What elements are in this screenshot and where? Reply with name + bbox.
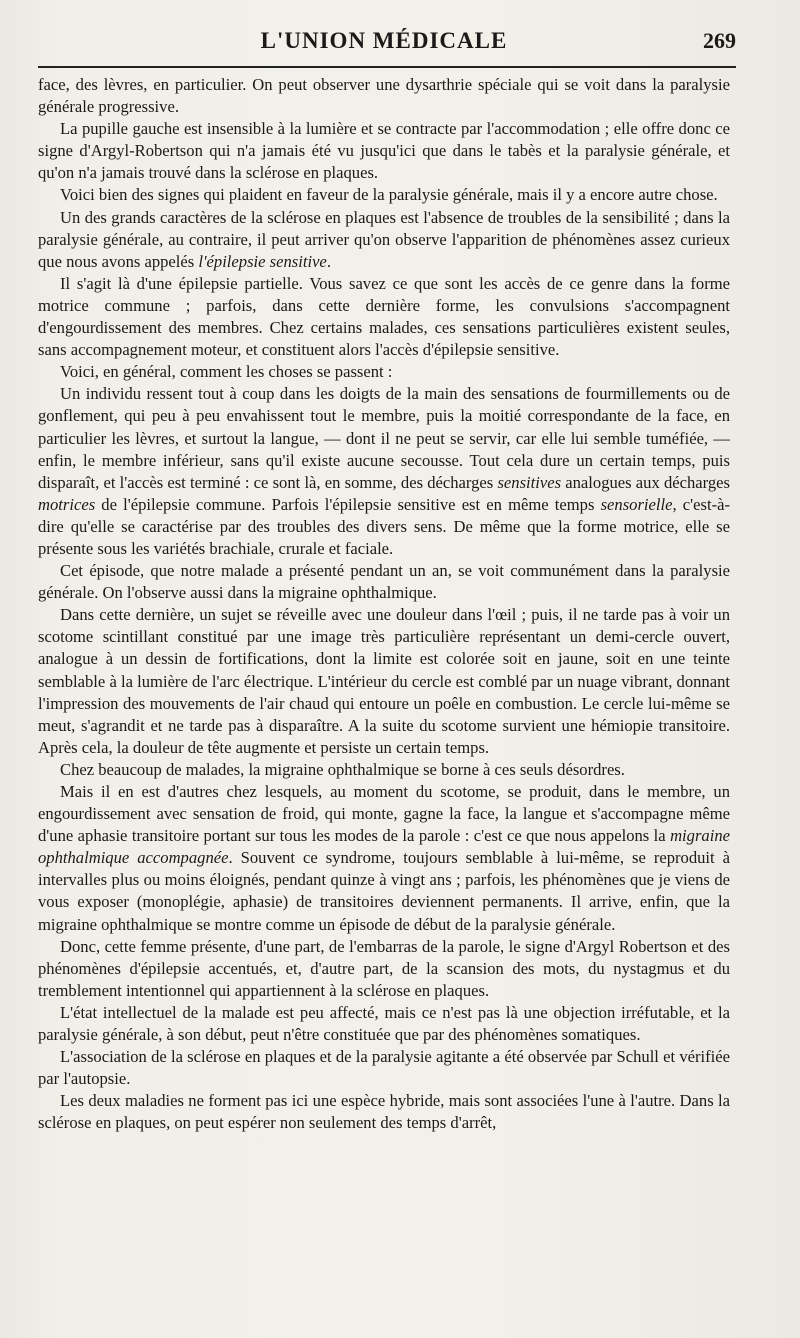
paragraph-11	[38, 781, 730, 936]
paragraph-4-end: .	[326, 251, 331, 271]
paragraph-8: Cet épisode, que notre malade a présenté pendant un an, se voit communément dans la paralysie générale. On l'observe aussi dans la migraine ophthalmique.	[38, 561, 730, 603]
paragraph-6: Voici, en général, comment les choses se passent :	[60, 362, 393, 382]
running-header	[38, 22, 736, 62]
epilepsie-sensitive-term: l'épilepsie sensitive	[198, 251, 327, 271]
sensorielle-term: sensorielle	[600, 494, 673, 514]
migraine-accompagnee-term: migraine ophthalmique accompagnée	[38, 826, 730, 868]
paragraph-12: Donc, cette femme présente, d'une part, de l'embarras de la parole, le signe d'Argyl Robertson et des phénomènes d'épilepsie accentués, et, d'autre part, de la scansion des mots, du nystagmus et du tremblement intentionnel qui appartiennent à la sclérose en plaques.	[38, 936, 730, 1000]
paragraph-11-text: Mais il en est d'autres chez lesquels, au moment du scotome, se produit, dans le membre, un engourdissement avec sensation de froid, qui monte, gagne la face, la langue et s'accompagne même d'une aphasie transitoire portant sur tous les modes de la parole : c'est ce que nous appelons la	[38, 782, 730, 846]
sensitives-term: sensitives	[497, 472, 562, 492]
paragraph-7-end: , c'est-à-dire qu'elle se caractérise par des troubles des divers sens. De même que la forme motrice, elle se présente sous les variétés brachiale, crurale et faciale.	[38, 494, 730, 558]
header-rule	[38, 66, 736, 68]
running-title: L'UNION MÉDICALE	[260, 28, 508, 53]
paragraph-1: face, des lèvres, en particulier. On peut observer une dysarthrie spéciale qui se voit dans la paralysie générale progressive.	[38, 75, 730, 117]
paragraph-11-end: . Souvent ce syndrome, toujours semblable à lui-même, se reproduit à intervalles plus ou moins éloignés, pendant quinze à vingt ans ; parfois, les phénomènes que je viens de vous exposer (monoplégie, aphasie) de transitoires deviennent permanents. Il arrive, enfin, que la migraine ophthalmique se montre comme un épisode de début de la paralysie générale.	[38, 848, 730, 934]
paragraph-2: La pupille gauche est insensible à la lumière et se contracte par l'accommodation ; elle offre donc ce signe d'Argyl-Robertson qui n'a jamais été vu jusqu'ici que dans le tabès et la paralysie générale, et qu'on n'a jamais trouvé dans la sclérose en plaques.	[38, 119, 730, 183]
paragraph-10: Chez beaucoup de malades, la migraine ophthalmique se borne à ces seuls désordres.	[60, 759, 625, 779]
paragraph-7-mid1: analogues aux décharges	[561, 472, 730, 492]
paragraph-15: Les deux maladies ne forment pas ici une espèce hybride, mais sont associées l'une à l'autre. Dans la sclérose en plaques, on peut espérer non seulement des temps d'arrêt,	[38, 1091, 730, 1133]
body-text	[38, 74, 730, 1135]
paragraph-5: Il s'agit là d'une épilepsie partielle. Vous savez ce que sont les accès de ce genre dans la forme motrice commune ; parfois, dans cette dernière forme, les convulsions s'accompagnent d'engourdissement des membres. Chez certains malades, ces sensations particulières existent seules, sans accompagnement moteur, et constituent alors l'accès d'épilepsie sensitive.	[38, 273, 730, 360]
paragraph-9: Dans cette dernière, un sujet se réveille avec une douleur dans l'œil ; puis, il ne tarde pas à voir un scotome scintillant constitué par une image très particulière représentant un demi-cercle ouvert, analogue à un dessin de fortifications, dont la limite est colorée soit en jaune, soit en une teinte semblable à la lumière de l'arc électrique. L'intérieur du cercle est comblé par un nuage vibrant, donnant l'impression des mouvements de l'air chaud qui entoure un poêle en combustion. Le cercle lui-même se meut, s'agrandit et ne tarde pas à disparaître. A la suite du scotome survient une hémiopie transitoire. Après cela, la douleur de tête augmente et persiste un certain temps.	[38, 605, 730, 757]
page-number: 269	[703, 28, 736, 53]
paragraph-7-mid2: de l'épilepsie commune. Parfois l'épilepsie sensitive est en même temps	[95, 494, 601, 514]
motrices-term: motrices	[38, 494, 96, 514]
paragraph-14: L'association de la sclérose en plaques et de la paralysie agitante a été observée par Schull et vérifiée par l'autopsie.	[38, 1047, 730, 1089]
paragraph-4-text: Un des grands caractères de la sclérose en plaques est l'absence de troubles de la sensibilité ; dans la paralysie générale, au contraire, il peut arriver qu'on observe l'apparition de phénomènes assez curieux que nous avons appelés	[38, 207, 730, 271]
paragraph-3: Voici bien des signes qui plaident en faveur de la paralysie générale, mais il y a encore autre chose.	[60, 185, 718, 205]
paragraph-7-text: Un individu ressent tout à coup dans les doigts de la main des sensations de fourmillements ou de gonflement, qui peu à peu envahissent tout le membre, puis la moitié correspondante de la face, en particulier les lèvres, et surtout la langue, — dont il ne peut se servir, car elle lui semble tuméfiée, — enfin, le membre inférieur, sans qu'il existe aucune secousse. Tout cela dure un certain temps, puis disparaît, et l'accès est terminé : ce sont là, en somme, des décharges	[38, 384, 730, 492]
paragraph-7	[38, 383, 730, 560]
paragraph-4	[38, 207, 730, 273]
paragraph-13: L'état intellectuel de la malade est peu affecté, mais ce n'est pas là une objection irréfutable, et la paralysie générale, à son début, peut n'être constituée que par des phénomènes somatiques.	[38, 1002, 730, 1045]
